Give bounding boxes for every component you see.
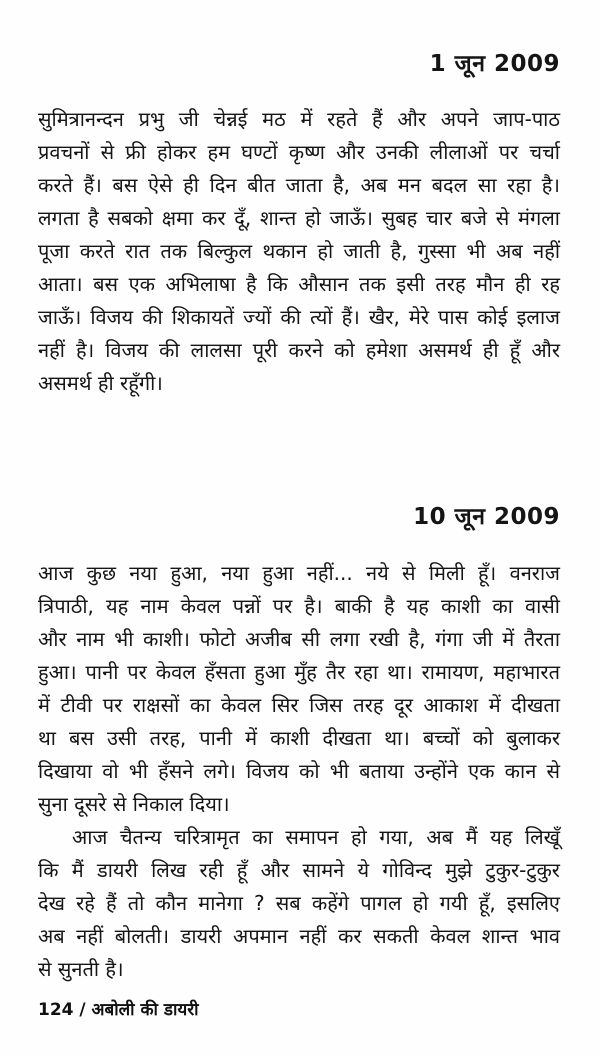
text-line: जाऊँ। विजय की शिकायतें ज्यों की त्यों हैं। खैर, मेरे पास कोई इलाज xyxy=(38,305,560,329)
text-line: सुमित्रानन्दन प्रभु जी चेन्नई मठ में रहते हैं और अपने जाप-पाठ xyxy=(38,107,560,131)
text-line: नहीं है। विजय की लालसा पूरी करने को हमेशा असमर्थ ही हूँ और xyxy=(38,338,560,362)
text-line: प्रवचनों से फ्री होकर हम घण्टों कृष्ण और उनकी लीलाओं पर चर्चा xyxy=(38,140,560,164)
diary-paragraph xyxy=(38,557,560,821)
diary-paragraph xyxy=(38,821,560,986)
entry-date-heading: 1 जून 2009 xyxy=(429,51,560,77)
text-line: और नाम भी काशी। फोटो अजीब सी लगा रखी है, गंगा जी में तैरता xyxy=(38,627,560,651)
text-line: सुना दूसरे से निकाल दिया। xyxy=(38,792,230,816)
text-line: दिखाया वो भी हँसने लगे। विजय को भी बताया उन्होंने एक कान से xyxy=(38,759,560,783)
text-line: से सुनती है। xyxy=(38,957,124,981)
text-line: में टीवी पर राक्षसों का केवल सिर जिस तरह दूर आकाश में दीखता xyxy=(38,693,560,717)
text-line: हुआ। पानी पर केवल हँसता हुआ मुँह तैर रहा था। रामायण, महाभारत xyxy=(38,660,560,684)
text-line: आज चैतन्य चरित्रामृत का समापन हो गया, अब मैं यह लिखूँ xyxy=(72,825,560,849)
text-line: आज कुछ नया हुआ, नया हुआ नहीं... नये से मिली हूँ। वनराज xyxy=(38,561,560,585)
text-line: अब नहीं बोलती। डायरी अपमान नहीं कर सकती केवल शान्त भाव xyxy=(38,924,560,948)
text-line: पूजा करते रात तक बिल्कुल थकान हो जाती है, गुस्सा भी अब नहीं xyxy=(38,239,560,263)
text-line: आता। बस एक अभिलाषा है कि औसान तक इसी तरह मौन ही रह xyxy=(38,272,560,296)
text-line: त्रिपाठी, यह नाम केवल पन्नों पर है। बाकी है यह काशी का वासी xyxy=(38,594,560,618)
text-line: कि मैं डायरी लिख रही हूँ और सामने ये गोविन्द मुझे टुकुर-टुकुर xyxy=(38,858,560,882)
text-line: करते हैं। बस ऐसे ही दिन बीत जाता है, अब मन बदल सा रहा है। xyxy=(38,173,560,197)
text-line: देख रहे हैं तो कौन मानेगा ? सब कहेंगे पागल हो गयी हूँ, इसलिए xyxy=(38,891,560,915)
text-line: लगता है सबको क्षमा कर दूँ, शान्त हो जाऊँ। सुबह चार बजे से मंगला xyxy=(38,206,560,230)
text-line: असमर्थ ही रहूँगी। xyxy=(38,371,163,395)
text-line: था बस उसी तरह, पानी में काशी दीखता था। बच्चों को बुलाकर xyxy=(38,726,560,750)
entry-date-heading: 10 जून 2009 xyxy=(413,504,560,530)
page-footer: 124 / अबोली की डायरी xyxy=(38,1000,199,1020)
diary-paragraph xyxy=(38,103,560,400)
